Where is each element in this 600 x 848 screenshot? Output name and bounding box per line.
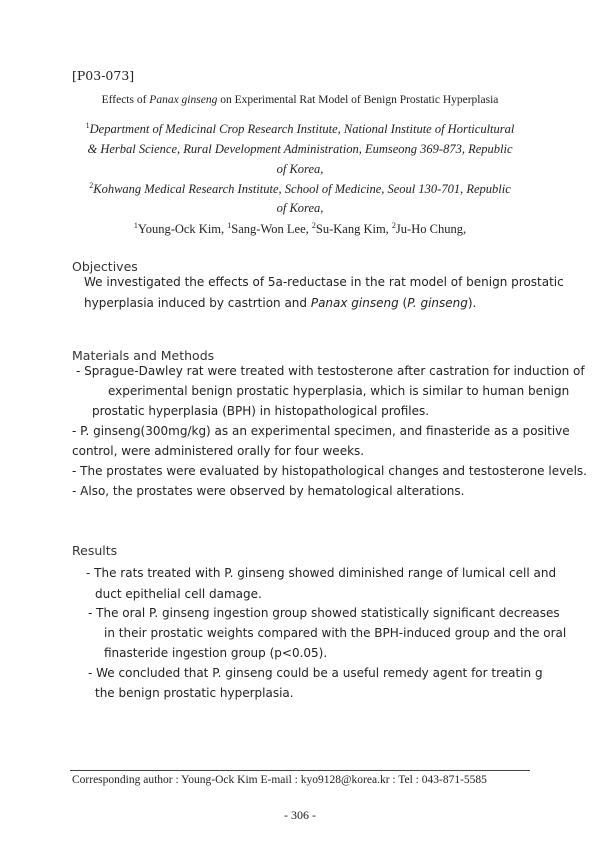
methods-line: prostatic hyperplasia (BPH) in histopathological profiles. [92, 404, 430, 418]
species-name: Panax ginseng [310, 296, 399, 310]
species-abbrev: P. ginseng [407, 296, 468, 310]
results-line: the benign prostatic hyperplasia. [95, 686, 294, 700]
methods-heading: Materials and Methods [72, 348, 215, 363]
results-line: - The rats treated with P. ginseng showed diminished range of lumical cell and [86, 566, 557, 580]
title-prefix: Effects of [101, 94, 150, 106]
affiliation-1-marker: 1 [85, 121, 90, 130]
affiliation-2-marker: 2 [89, 181, 94, 190]
footer-divider [70, 770, 530, 771]
abstract-title [0, 94, 600, 106]
affiliation-1-line-1: $^1$Department of Medicinal Crop Research Institute, National Institute of Horticultural [85, 121, 515, 136]
corresponding-author: Corresponding author : Young-Ock Kim E-mail : kyo9128@korea.kr : Tel : 043-871-5585 [72, 774, 487, 786]
affiliation-1-line-3: of Korea, [276, 162, 324, 176]
results-line: finasteride ingestion group (p<0.05). [104, 646, 328, 660]
affiliation-2-line-2: of Korea, [276, 201, 324, 215]
methods-line: - The prostates were evaluated by histopathological changes and testosterone levels. [72, 464, 587, 478]
objectives-line-1: We investigated the effects of 5a-reductase in the rat model of benign prostatic [84, 275, 564, 289]
results-line: - We concluded that P. ginseng could be a useful remedy agent for treatin g [88, 666, 543, 680]
author-name: Young-Ock Kim, [137, 222, 228, 236]
page-number: - 306 - [284, 808, 316, 822]
methods-line: - Sprague-Dawley rat were treated with testosterone after castration for induction of [76, 364, 585, 378]
objectives-line-2: hyperplasia induced by castrtion and Panax ginseng (P. ginseng). [84, 296, 477, 310]
author-name: Su-Kang Kim, [315, 222, 392, 236]
affiliation-1-line-2: & Herbal Science, Rural Development Administration, Eumseong 369-873, Republic [87, 142, 513, 156]
abstract-code: [P03-073] [72, 68, 135, 83]
results-line: duct epithelial cell damage. [95, 587, 262, 601]
results-line: in their prostatic weights compared with the BPH-induced group and the oral [104, 626, 567, 640]
methods-line: - P. ginseng(300mg/kg) as an experimental specimen, and finasteride as a positive [72, 424, 570, 438]
results-line: - The oral P. ginseng ingestion group showed statistically significant decreases [88, 606, 560, 620]
methods-line: - Also, the prostates were observed by hematological alterations. [72, 484, 465, 498]
author-name: Sang-Won Lee, [231, 222, 312, 236]
author-list: $^1$Young-Ock Kim, $^1$Sang-Won Lee, $^2$Su-Kang Kim, $^2$Ju-Ho Chung, [133, 221, 467, 236]
title-species: Panax ginseng [149, 94, 218, 106]
affiliation-2-line-1: $^2$Kohwang Medical Research Institute, School of Medicine, Seoul 130-701, Republic [89, 181, 511, 196]
methods-line: experimental benign prostatic hyperplasia, which is similar to human benign [108, 384, 570, 398]
title-suffix: on Experimental Rat Model of Benign Prostatic Hyperplasia [217, 94, 499, 106]
author-name: Ju-Ho Chung, [395, 222, 467, 236]
methods-line: control, were administered orally for four weeks. [72, 444, 365, 458]
objectives-heading: Objectives [72, 259, 138, 274]
results-heading: Results [72, 543, 118, 558]
